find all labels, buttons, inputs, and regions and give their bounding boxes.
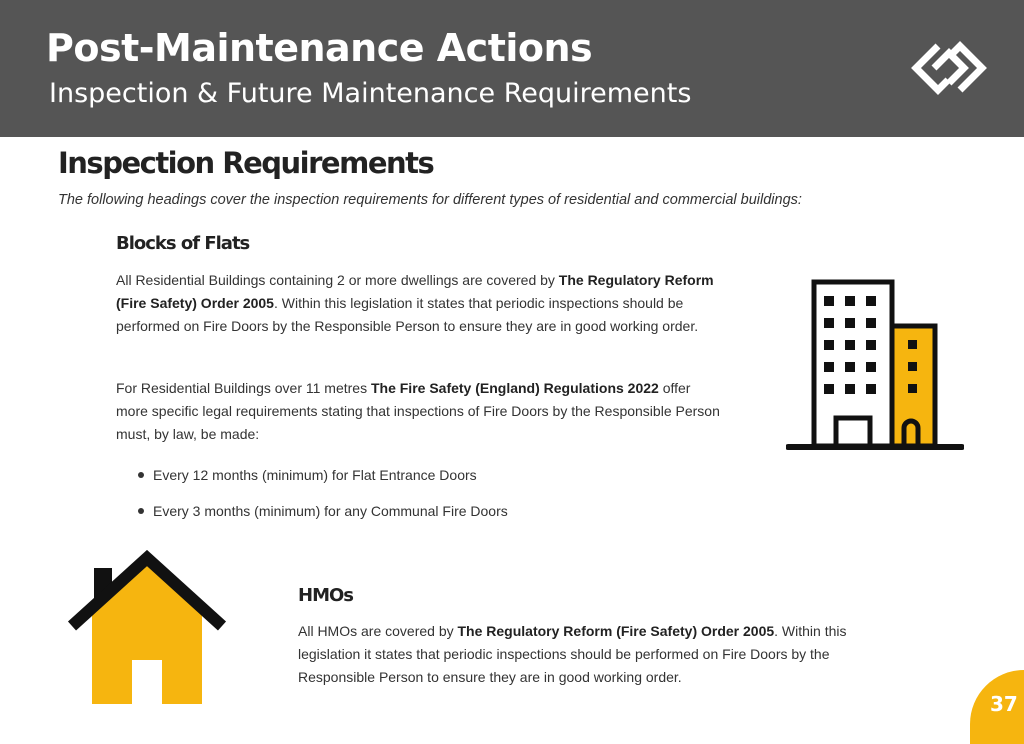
list-item: Every 3 months (minimum) for any Communal Fire Doors <box>134 500 508 536</box>
hmos-para-legislation: The Regulatory Reform (Fire Safety) Order 2005 <box>457 623 775 639</box>
hmos-paragraph <box>298 620 888 689</box>
blocks-of-flats-heading: Blocks of Flats <box>116 233 250 254</box>
section-intro: The following headings cover the inspection requirements for different types of residential and commercial buildings: <box>58 192 802 208</box>
page-header <box>0 0 1024 137</box>
flats-paragraph-1 <box>116 269 716 338</box>
page-number: 37 <box>990 692 1018 716</box>
flats-para2-legislation: The Fire Safety (England) Regulations 2022 <box>370 380 659 396</box>
inspection-frequency-list <box>134 464 508 536</box>
flats-para2-text: For Residential Buildings over 11 metres <box>116 380 371 396</box>
apartment-building-icon <box>786 278 964 454</box>
diamond-logo-icon <box>908 38 990 98</box>
flats-para1-text-end: . Within this legislation it states that periodic inspections should be performed on Fire Doors by the Responsible Person to ensure they are in good working order. <box>116 295 699 334</box>
flats-para1-text: All Residential Buildings containing 2 or more dwellings are covered by <box>116 272 559 288</box>
section-title: Inspection Requirements <box>58 146 434 180</box>
hmos-para-text-end: . Within this legislation it states that periodic inspections should be performed on Fire Doors by the Responsible Person to ensure they are in good working order. <box>298 623 847 685</box>
hmos-heading: HMOs <box>298 585 353 606</box>
house-icon <box>66 550 228 704</box>
hmos-para-text: All HMOs are covered by <box>298 623 458 639</box>
list-item: Every 12 months (minimum) for Flat Entrance Doors <box>134 464 508 500</box>
flats-paragraph-2 <box>116 377 720 446</box>
page-title: Post-Maintenance Actions <box>46 26 593 70</box>
flats-para2-text-end: offer more specific legal requirements stating that inspections of Fire Doors by the Responsible Person must, by law, be made: <box>116 380 720 442</box>
page-subtitle: Inspection & Future Maintenance Requirements <box>49 78 692 109</box>
flats-para1-legislation: The Regulatory Reform (Fire Safety) Order 2005 <box>116 272 714 311</box>
